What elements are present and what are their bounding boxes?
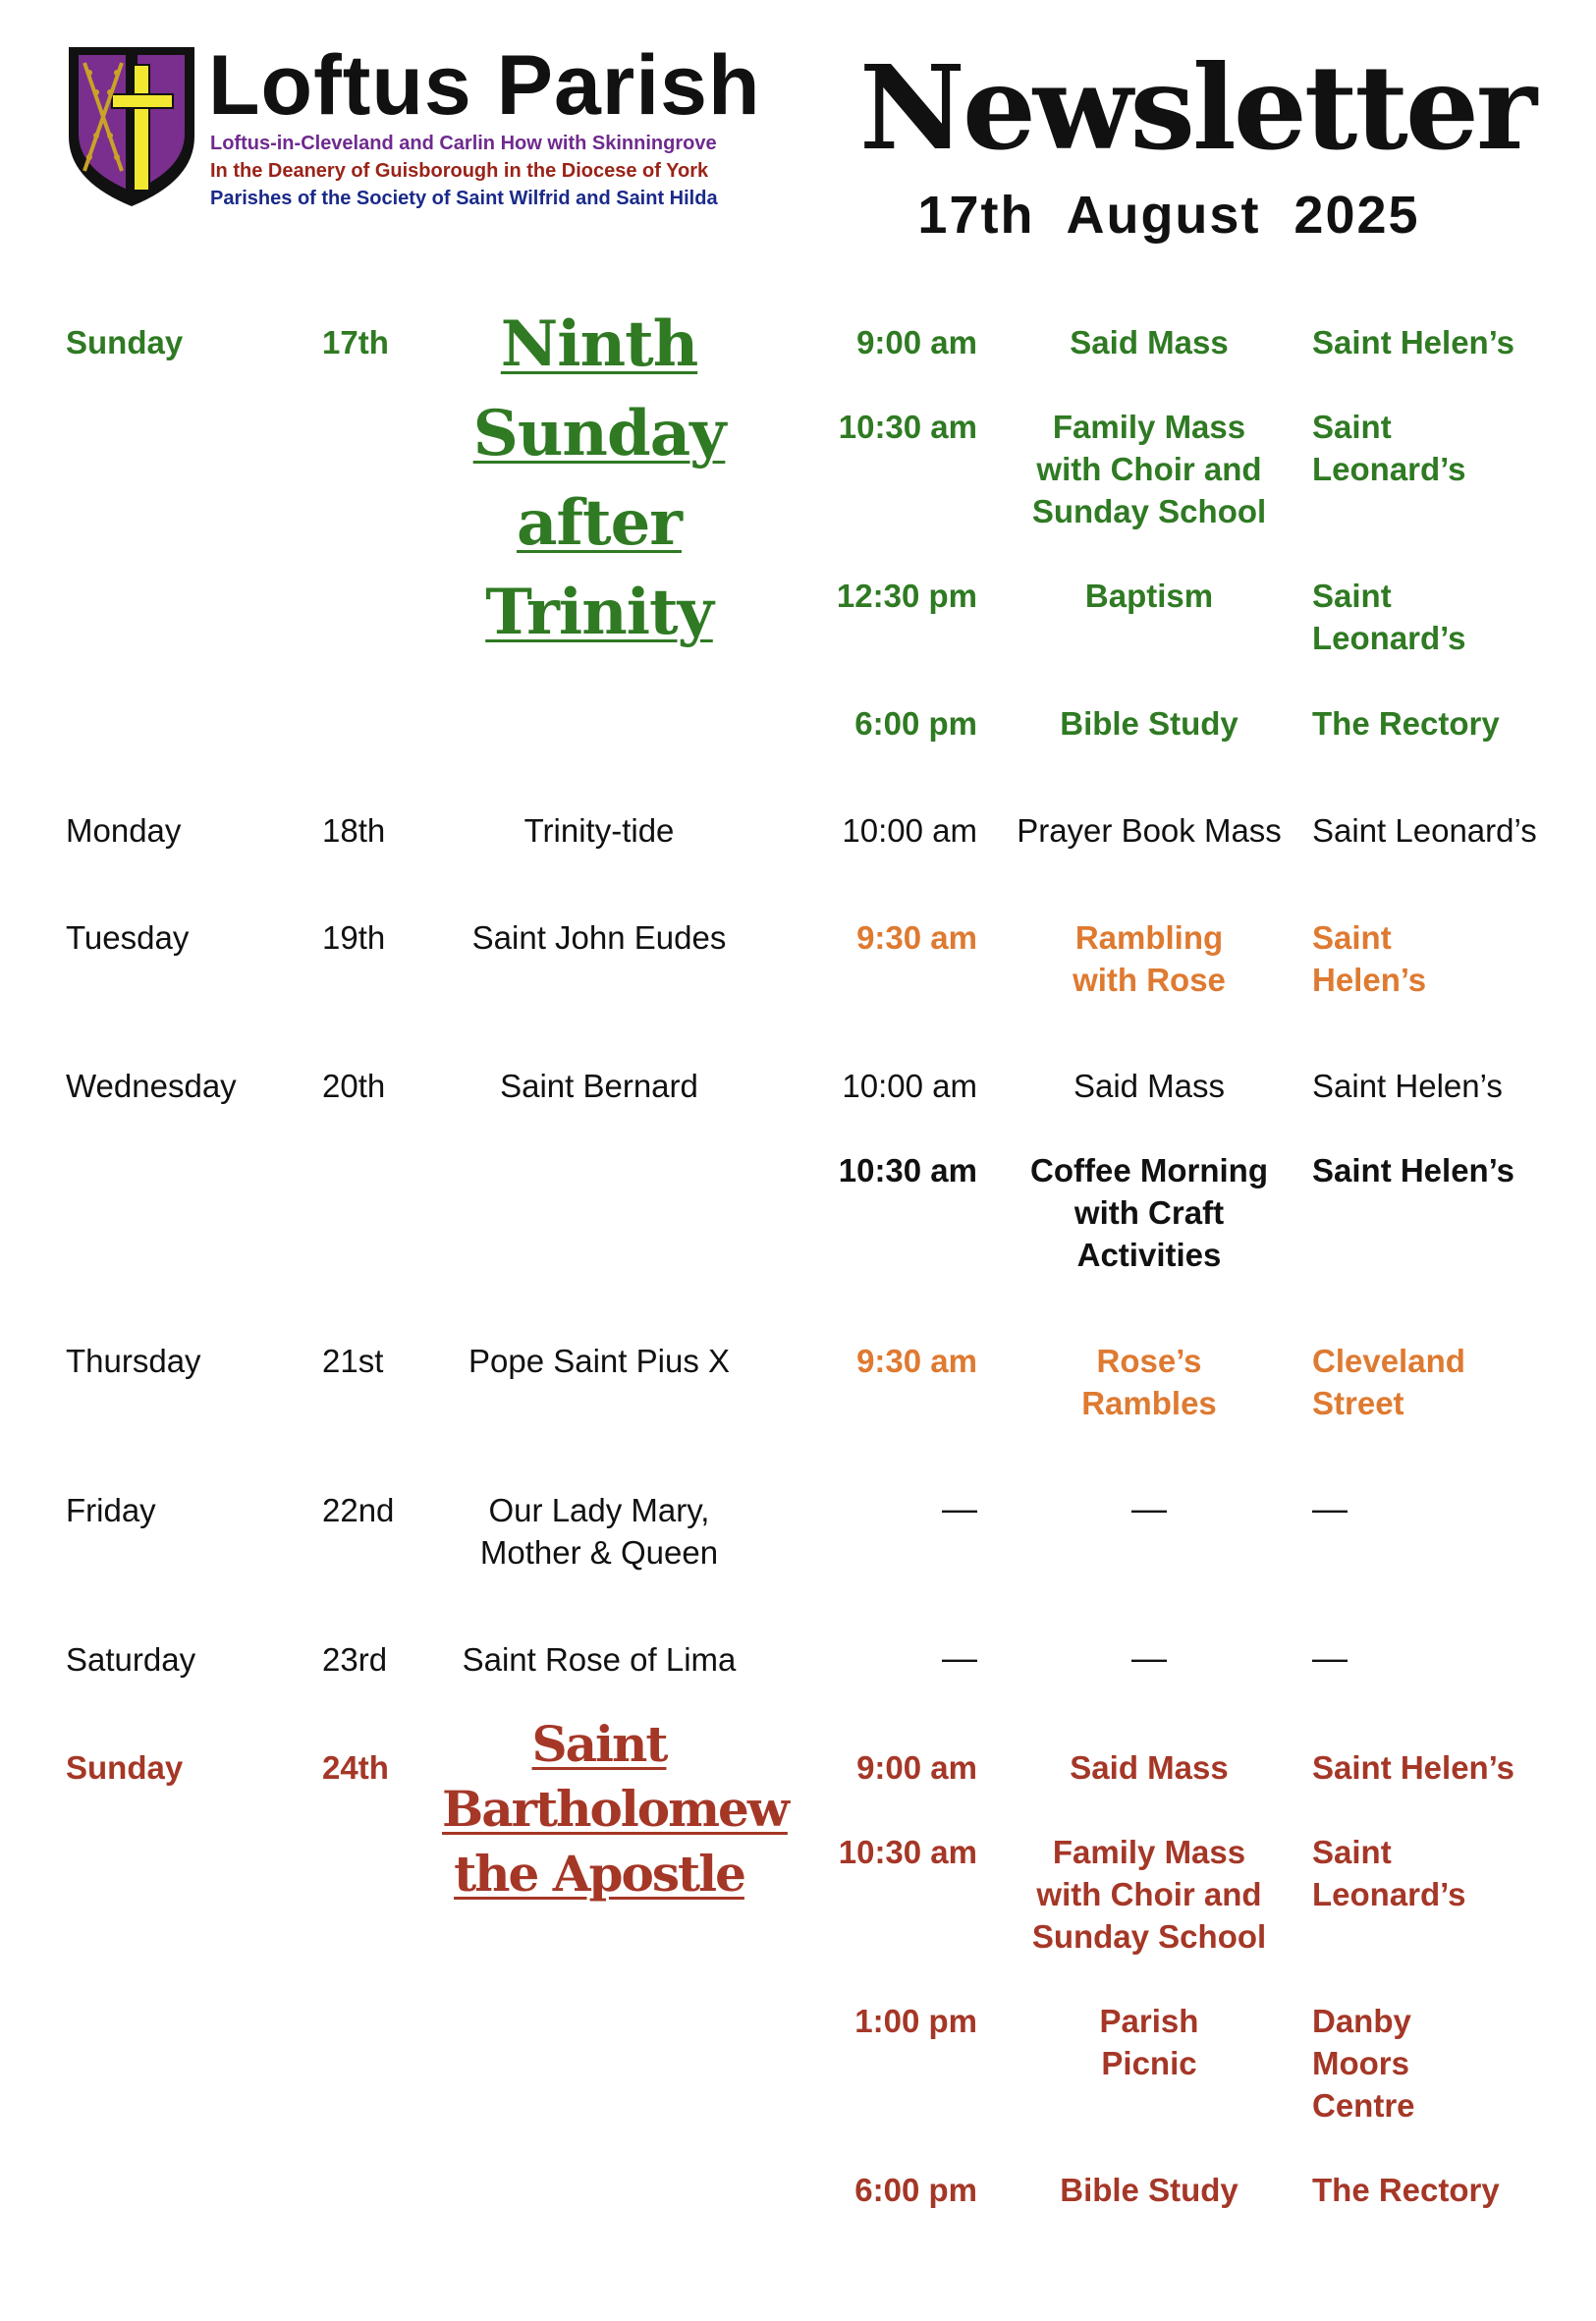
event-place: Saint Helen’s — [1312, 324, 1515, 360]
event-place: The Rectory — [1312, 705, 1500, 742]
date-23rd: 23rd — [322, 1641, 388, 1678]
day-wednesday: Wednesday — [66, 1068, 237, 1104]
day-monday: Monday — [66, 812, 182, 849]
date-20th: 20th — [322, 1068, 386, 1104]
event-title: Family Mass with Choir and Sunday School — [1031, 409, 1267, 529]
shield-cross-icon — [65, 43, 198, 210]
event-time: 10:30 am — [838, 1834, 977, 1870]
event-time: 9:00 am — [856, 324, 977, 360]
feast-ninth-sunday-after-trinity — [442, 300, 756, 657]
feast-line: Bartholomew — [442, 1780, 788, 1838]
event-place: Cleveland Street — [1312, 1343, 1465, 1421]
event-place: Saint Helen’s — [1312, 919, 1427, 998]
feast-trinity-tide: Trinity-tide — [523, 812, 675, 849]
event-title: Baptism — [1084, 578, 1214, 614]
feast-line: Ninth — [500, 307, 698, 381]
day-thursday: Thursday — [66, 1343, 201, 1379]
feast-saint-bartholomew — [442, 1712, 788, 1907]
feast-line: the Apostle — [454, 1845, 744, 1903]
event-place: Saint Leonard’s — [1312, 409, 1466, 487]
event-title: Parish Picnic — [1099, 2003, 1199, 2081]
date-21st: 21st — [322, 1343, 384, 1379]
event-title: Prayer Book Mass — [1017, 812, 1282, 849]
parish-subtitle-society: Parishes of the Society of Saint Wilfrid and Saint Hilda — [210, 188, 718, 209]
event-title: Rose’s Rambles — [1081, 1343, 1217, 1421]
date-22nd: 22nd — [322, 1492, 395, 1528]
day-saturday: Saturday — [66, 1641, 196, 1678]
event-title: Said Mass — [1070, 1749, 1229, 1786]
empty-event-dash: — — [1131, 1488, 1167, 1528]
feast-saint-john-eudes: Saint John Eudes — [471, 919, 727, 956]
event-place: Saint Leonard’s — [1312, 812, 1537, 849]
event-time: 6:00 pm — [854, 705, 977, 742]
event-title: Family Mass with Choir and Sunday School — [1031, 1834, 1267, 1955]
event-title: Bible Study — [1060, 2172, 1238, 2208]
empty-time-dash: — — [942, 1637, 977, 1678]
event-place: The Rectory — [1312, 2172, 1500, 2208]
event-time: 10:30 am — [838, 409, 977, 445]
event-place: Saint Helen’s — [1312, 1152, 1515, 1188]
parish-subtitle-locality: Loftus-in-Cleveland and Carlin How with Skinningrove — [210, 133, 717, 154]
newsletter-heading: Newsletter — [859, 39, 1535, 176]
event-time: 9:30 am — [856, 1343, 977, 1379]
day-sunday-17: Sunday — [66, 324, 184, 360]
date-18th: 18th — [322, 812, 386, 849]
feast-our-lady-mary: Our Lady Mary, Mother & Queen — [479, 1492, 719, 1571]
feast-pope-saint-pius-x: Pope Saint Pius X — [468, 1343, 730, 1379]
feast-line: Trinity — [485, 576, 713, 649]
event-time: 12:30 pm — [836, 578, 977, 614]
event-place: Saint Leonard’s — [1312, 1834, 1466, 1912]
event-time: 10:00 am — [842, 1068, 977, 1104]
parish-subtitle-deanery: In the Deanery of Guisborough in the Diocese of York — [210, 160, 709, 182]
event-place: Saint Helen’s — [1312, 1749, 1515, 1786]
event-time: 10:30 am — [838, 1152, 977, 1188]
event-time: 9:00 am — [856, 1749, 977, 1786]
event-time: 10:00 am — [842, 812, 977, 849]
feast-saint-rose-of-lima: Saint Rose of Lima — [462, 1641, 737, 1678]
empty-place-dash: — — [1312, 1488, 1348, 1528]
date-19th: 19th — [322, 919, 386, 956]
event-title: Rambling with Rose — [1073, 919, 1226, 998]
date-24th: 24th — [322, 1749, 389, 1786]
event-place: Saint Helen’s — [1312, 1068, 1503, 1104]
event-time: 6:00 pm — [854, 2172, 977, 2208]
feast-line: Sunday — [472, 397, 726, 470]
day-friday: Friday — [66, 1492, 156, 1528]
newsletter-date: 17th August 2025 — [917, 186, 1420, 245]
day-sunday-24: Sunday — [66, 1749, 184, 1786]
feast-saint-bernard: Saint Bernard — [500, 1068, 698, 1104]
event-time: 1:00 pm — [854, 2003, 977, 2039]
empty-place-dash: — — [1312, 1637, 1348, 1678]
feast-line: Saint — [531, 1715, 667, 1773]
empty-time-dash: — — [942, 1488, 977, 1528]
event-title: Coffee Morning with Craft Activities — [1030, 1152, 1268, 1273]
event-title: Said Mass — [1070, 324, 1229, 360]
date-17th: 17th — [322, 324, 389, 360]
parish-title: Loftus Parish — [208, 38, 761, 133]
event-place: Saint Leonard’s — [1312, 578, 1466, 656]
feast-line: after — [517, 486, 682, 560]
event-time: 9:30 am — [856, 919, 977, 956]
empty-event-dash: — — [1131, 1637, 1167, 1678]
event-title: Bible Study — [1060, 705, 1238, 742]
event-place: Danby Moors Centre — [1312, 2003, 1415, 2124]
event-title: Said Mass — [1073, 1068, 1226, 1104]
day-tuesday: Tuesday — [66, 919, 190, 956]
